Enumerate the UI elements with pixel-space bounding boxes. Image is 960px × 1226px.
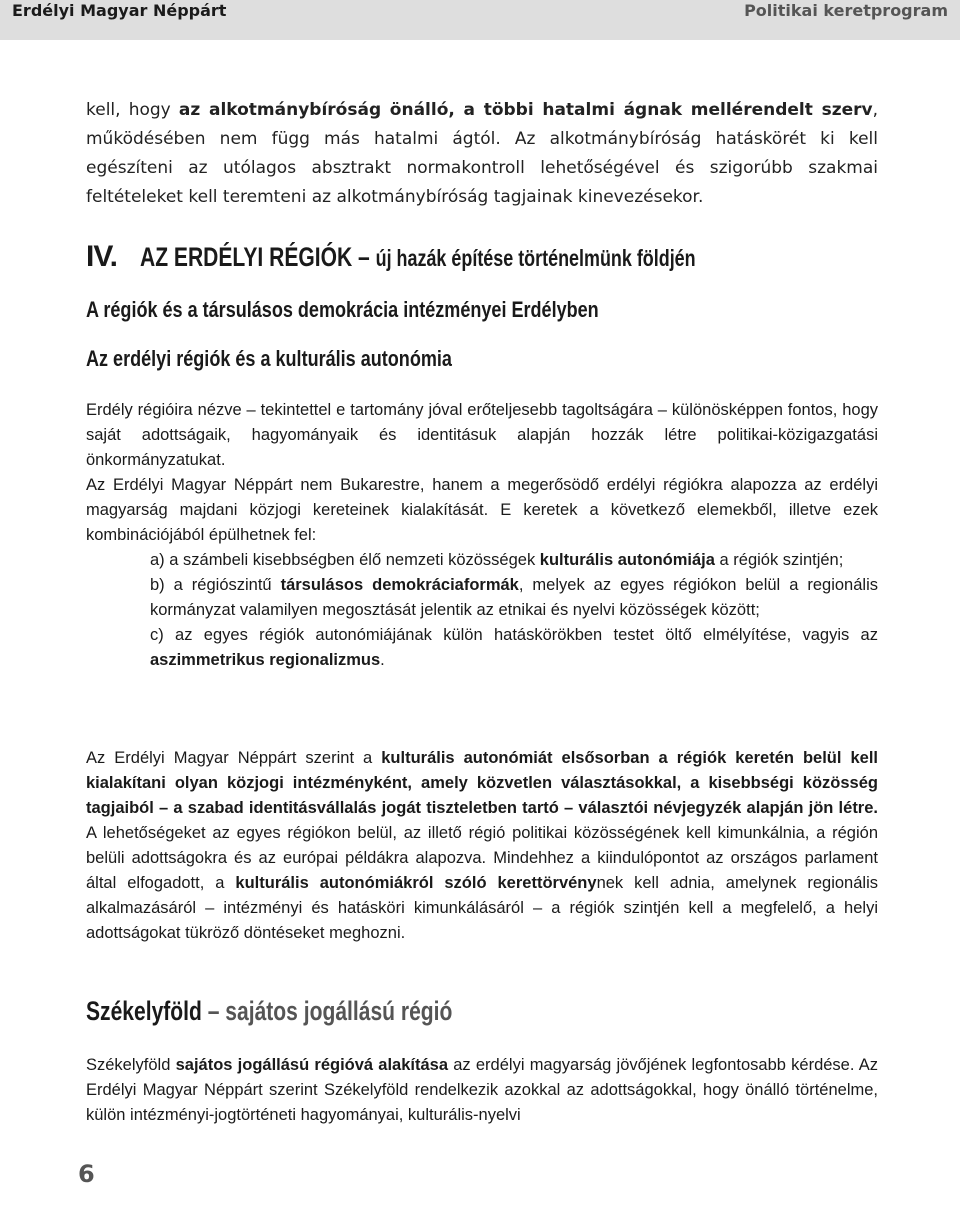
szekelyfold-title: Székelyföld (86, 996, 202, 1026)
chapter-subtitle: új hazák építése történelmünk földjén (375, 245, 696, 271)
header-document-title: Politikai keretprogram (744, 1, 948, 20)
header-publisher: Erdélyi Magyar Néppárt (12, 1, 227, 20)
list-item-a: a) a számbeli kisebbségben élő nemzeti közösségek kulturális autonómiája a régiók szintjén; (150, 551, 844, 569)
page-number: 6 (78, 1160, 95, 1188)
paragraph-2: Az Erdélyi Magyar Néppárt nem Bukarestre, hanem a megerősödő erdélyi régiókra alapozza az erdélyi magyarság majdani közjogi kereteinek kialakítását. E keretek a következő elemekből, illetve ezek kombinációjából épülhetnek fel: (86, 476, 878, 544)
regions-body (86, 398, 878, 673)
list-item-b: b) a régiószintű társulásos demokráciaformák, melyek az egyes régiókon belül a regionális kormányzat valamilyen megosztását jelentik az etnikai és nyelvi közösségek között; (150, 576, 878, 619)
chapter-number: IV. (86, 240, 117, 273)
paragraph-1: Erdély régióira nézve – tekintettel e tartomány jóval erőteljesebb tagoltságára – különösképpen fontos, hogy saját adottságaik, hagyományaik és identitásuk alapján hozzák létre politikai-közigazgatási önkormányzatukat. (86, 401, 878, 469)
intro-text: kell, hogy (86, 100, 179, 120)
section-heading-kulturalis: Az erdélyi régiók és a kulturális autonómia (86, 346, 452, 371)
szekelyfold-paragraph: Székelyföld sajátos jogállású régióvá alakítása az erdélyi magyarság jövőjének legfontosabb kérdése. Az Erdélyi Magyar Néppárt szerint Székelyföld rendelkezik azokkal az adottságokkal, hogy önálló történelme, külön intézményi-jogtörténeti hagyományai, kulturális-nyelvi (86, 1056, 878, 1124)
intro-paragraph (86, 96, 878, 212)
intro-bold: az alkotmánybíróság önálló, a többi hatalmi ágnak mellérendelt szerv (178, 100, 873, 120)
page-header (0, 0, 960, 40)
cultural-autonomy-paragraph: Az Erdélyi Magyar Néppárt szerint a kulturális autonómiát elsősorban a régiók keretén belül kell kialakítani olyan közjogi intézményként, amely közvetlen választásokkal, a kisebbségi közösség tagjaiból – a szabad identitásvállalás jogát tiszteletben tartó – választói névjegyzék alapján jön létre. A lehetőségeket az egyes régiókon belül, az illető régió politikai közösségének kell kimunkálnia, a régión belüli adottságokra és az európai példákra alapozva. Mindehhez a kiindulópontot az országos parlament által elfogadott, a kulturális autonómiákról szóló kerettörvénynek kell adnia, amelynek regionális alkalmazásáról – intézményi és hatásköri kimunkálásáról – a régiók szintjén kell a megfelelő, a helyi adottságokat tükröző döntéseket meghozni. (86, 749, 878, 942)
szekelyfold-dash: – (201, 996, 226, 1026)
list-item-c: c) az egyes régiók autonómiájának külön hatáskörökben testet öltő elmélyítése, vagyis az aszimmetrikus regionalizmus. (150, 626, 878, 669)
section-heading-regiok: A régiók és a társulásos demokrácia intézményei Erdélyben (86, 297, 599, 322)
szekelyfold-subtitle: sajátos jogállású régió (225, 996, 453, 1026)
chapter-heading (86, 240, 886, 274)
intro-text-rest: , működésében nem függ más hatalmi ágtól. Az alkotmánybíróság hatáskörét ki kell egészíteni az utólagos absztrakt normakontroll lehetőségével és szigorúbb szakmai feltételeket kell teremteni az alkotmánybíróság tagjainak kinevezésekor. (86, 100, 878, 207)
szekelyfold-heading (86, 996, 452, 1027)
chapter-title-group (140, 242, 696, 273)
chapter-title: AZ ERDÉLYI RÉGIÓK (140, 242, 353, 272)
chapter-dash: – (352, 242, 376, 272)
